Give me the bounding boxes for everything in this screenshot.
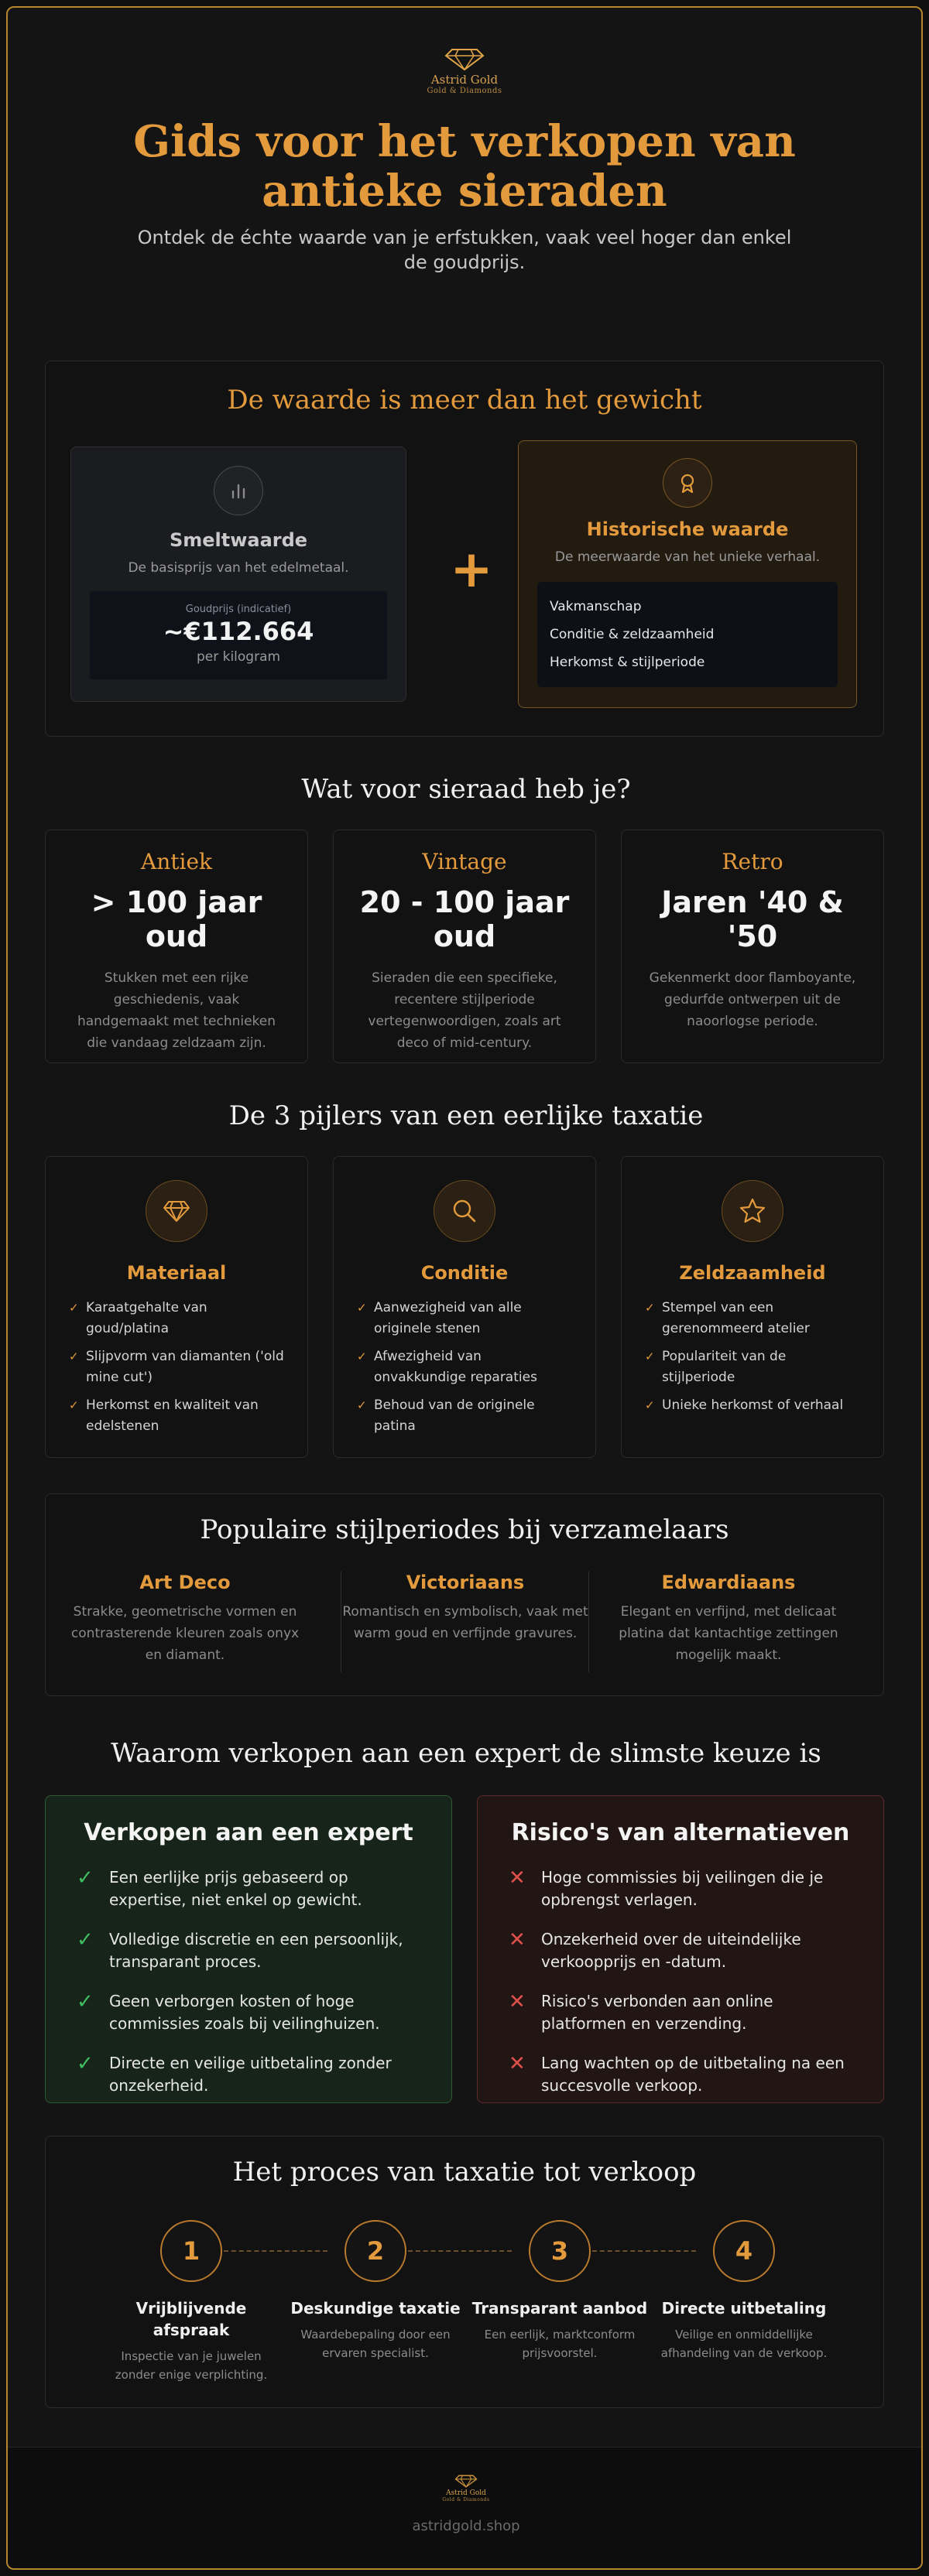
type-card-vintage (333, 830, 596, 1063)
styles-section (45, 1493, 884, 1696)
step-number: 1 (160, 2220, 222, 2282)
pillar-item: ✓ Aanwezigheid van alle originele stenen (357, 1298, 572, 1339)
search-icon (434, 1180, 495, 1242)
benefit-text: Directe en veilige uitbetaling zonder onzekerheid. (109, 2054, 392, 2095)
type-card-retro (621, 830, 884, 1063)
infographic-frame (6, 6, 923, 2570)
gold-price-label: Goudprijs (indicatief) (185, 604, 292, 615)
diamond-logo-icon (454, 2474, 478, 2488)
pillar-item: ✓ Afwezigheid van onvakkundige reparaties (357, 1346, 572, 1388)
risk-item (509, 1928, 852, 1973)
pillar-card-zeldzaamheid (621, 1156, 884, 1458)
type-age: 20 - 100 jaar oud (359, 885, 570, 953)
check-icon: ✓ (77, 1928, 94, 1952)
pillar-list (357, 1298, 572, 1437)
step-desc: Waardebepaling door een ervaren specialist. (300, 2328, 451, 2360)
historic-factor: Conditie & zeldzaamheid (550, 627, 715, 642)
cross-icon: ✕ (509, 1990, 526, 2013)
gold-price-box (90, 591, 387, 679)
historic-factor: Herkomst & stijlperiode (550, 655, 705, 670)
melt-value-desc: De basisprijs van het edelmetaal. (128, 560, 349, 576)
cross-icon: ✕ (509, 1928, 526, 1952)
expert-benefits-heading: Verkopen aan een expert (84, 1819, 413, 1846)
benefit-text: Een eerlijke prijs gebaseerd op expertise, niet enkel op gewicht. (109, 1868, 362, 1909)
risk-text: Lang wachten op de uitbetaling na een succesvolle verkoop. (541, 2054, 845, 2095)
logo (8, 46, 921, 95)
footer-logo-tagline: Gold & Diamonds (442, 2497, 490, 2502)
melt-value-heading: Smeltwaarde (169, 529, 308, 551)
type-age: > 100 jaar oud (91, 885, 262, 953)
risk-item (509, 2052, 852, 2097)
pillar-heading: Zeldzaamheid (679, 1262, 826, 1284)
benefit-item (77, 1928, 420, 1973)
process-section-title: Het proces van taxatie tot verkoop (232, 2157, 697, 2188)
type-card-antiek (45, 830, 308, 1063)
step-number: 2 (345, 2220, 406, 2282)
style-desc: Strakke, geometrische vormen en contrasterende kleuren zoals onyx en diamant. (70, 1604, 300, 1663)
process-step (103, 2220, 279, 2384)
melt-value-card (70, 446, 406, 702)
pillar-item: ✓ Karaatgehalte van goud/platina (69, 1298, 284, 1339)
compare-section-title: Waarom verkopen aan een expert de slimste keuze is (111, 1738, 821, 1769)
type-age: Jaren '40 & '50 (661, 885, 844, 953)
style-victoriaans (341, 1572, 589, 1644)
pillar-card-conditie (333, 1156, 596, 1458)
pillar-card-materiaal (45, 1156, 308, 1458)
logo-name: Astrid Gold (430, 73, 499, 87)
styles-section-title: Populaire stijlperiodes bij verzamelaars (200, 1514, 729, 1545)
benefit-text: Volledige discretie en een persoonlijk, transparant proces. (109, 1930, 403, 1971)
pillar-item: ✓ Populariteit van de stijlperiode (645, 1346, 860, 1388)
pillar-item: ✓ Unieke herkomst of verhaal (645, 1395, 860, 1416)
footer-logo-name: Astrid Gold (446, 2489, 486, 2497)
pillar-list (69, 1298, 284, 1437)
risk-item (509, 1990, 852, 2035)
historic-value-desc: De meerwaarde van het unieke verhaal. (554, 549, 821, 565)
step-desc: Veilige en onmiddellijke afhandeling van de verkoop. (660, 2328, 828, 2360)
alternatives-risks-heading: Risico's van alternatieven (511, 1819, 850, 1846)
footer-logo (8, 2474, 923, 2502)
step-heading: Directe uitbetaling (661, 2299, 827, 2318)
process-section (45, 2136, 884, 2408)
style-edwardiaans (605, 1572, 852, 1666)
award-icon (663, 458, 712, 508)
benefit-item (77, 2052, 420, 2097)
pillars-section-title: De 3 pijlers van een eerlijke taxatie (228, 1100, 704, 1131)
pillar-item: ✓ Stempel van een gerenommeerd atelier (645, 1298, 860, 1339)
cross-icon: ✕ (509, 2052, 526, 2075)
type-name: Antiek (141, 849, 212, 874)
risk-text: Hoge commissies bij veilingen die je opbrengst verlagen. (541, 1868, 824, 1909)
step-heading: Deskundige taxatie (290, 2299, 461, 2318)
bar-chart-icon (214, 466, 263, 515)
type-desc: Stukken met een rijke geschiedenis, vaak handgemaakt met technieken die vandaag zeldzaam zijn. (77, 970, 276, 1051)
pillar-heading: Materiaal (126, 1262, 227, 1284)
benefit-item (77, 1866, 420, 1911)
benefit-text: Geen verborgen kosten of hoge commissies zoals bij veilinghuizen. (109, 1992, 380, 2033)
pillar-item: ✓ Slijpvorm van diamanten ('old mine cut') (69, 1346, 284, 1388)
footer (8, 2447, 923, 2570)
risk-text: Onzekerheid over de uiteindelijke verkoopprijs en -datum. (541, 1930, 801, 1971)
star-icon (722, 1180, 783, 1242)
process-step (656, 2220, 832, 2362)
risk-item (509, 1866, 852, 1911)
historic-value-card (518, 440, 857, 708)
style-name: Edwardiaans (661, 1572, 796, 1593)
diamond-logo-icon (444, 46, 485, 71)
check-icon: ✓ (77, 1990, 94, 2013)
historic-value-heading: Historische waarde (586, 518, 789, 540)
step-number: 4 (713, 2220, 775, 2282)
page-subtitle: Ontdek de échte waarde van je erfstukken, vaak veel hoger dan enkel de goudprijs. (137, 227, 792, 273)
pillar-list (645, 1298, 860, 1416)
step-heading: Transparant aanbod (471, 2299, 648, 2318)
process-step (287, 2220, 464, 2362)
step-desc: Een eerlijk, marktconform prijsvoorstel. (484, 2328, 636, 2360)
expert-benefits-card (45, 1795, 452, 2103)
page-title: Gids voor het verkopen van antieke sieraden (133, 116, 796, 217)
step-desc: Inspectie van je juwelen zonder enige verplichting. (115, 2349, 268, 2382)
historic-factor: Vakmanschap (550, 599, 642, 614)
type-desc: Sieraden die een specifieke, recentere stijlperiode vertegenwoordigen, zoals art deco of mid-century. (368, 970, 561, 1051)
cross-icon: ✕ (509, 1866, 526, 1890)
risk-text: Risico's verbonden aan online platformen en verzending. (541, 1992, 773, 2033)
gold-price-value: ~€112.664 (163, 617, 314, 646)
process-step (471, 2220, 648, 2362)
check-icon: ✓ (77, 2052, 94, 2075)
benefit-item (77, 1990, 420, 2035)
type-desc: Gekenmerkt door flamboyante, gedurfde ontwerpen uit de naoorlogse periode. (649, 970, 856, 1029)
pillar-item: ✓ Behoud van de originele patina (357, 1395, 572, 1437)
type-name: Vintage (422, 849, 507, 874)
step-number: 3 (529, 2220, 591, 2282)
footer-url-link[interactable]: astridgold.shop (412, 2518, 520, 2534)
style-art-deco (61, 1572, 309, 1666)
divider (588, 1572, 589, 1672)
step-heading: Vrijblijvende afspraak (135, 2299, 247, 2339)
logo-tagline: Gold & Diamonds (427, 87, 502, 95)
style-name: Victoriaans (406, 1572, 525, 1593)
header (8, 8, 921, 275)
gold-price-unit: per kilogram (196, 649, 281, 665)
type-name: Retro (722, 849, 783, 874)
check-icon: ✓ (77, 1866, 94, 1890)
pillar-item: ✓ Herkomst en kwaliteit van edelstenen (69, 1395, 284, 1437)
style-desc: Romantisch en symbolisch, vaak met warm goud en verfijnde gravures. (342, 1604, 588, 1641)
plus-sign: + (450, 539, 493, 599)
value-section (45, 361, 884, 737)
alternatives-risks-card (477, 1795, 884, 2103)
diamond-icon (146, 1180, 207, 1242)
style-desc: Elegant en verfijnd, met delicaat platina dat kantachtige zettingen mogelijk maakt. (619, 1604, 838, 1663)
pillar-heading: Conditie (420, 1262, 509, 1284)
value-section-title: De waarde is meer dan het gewicht (227, 385, 702, 416)
types-section-title: Wat voor sieraad heb je? (301, 774, 631, 805)
style-name: Art Deco (139, 1572, 231, 1593)
historic-factors-list (537, 582, 838, 687)
